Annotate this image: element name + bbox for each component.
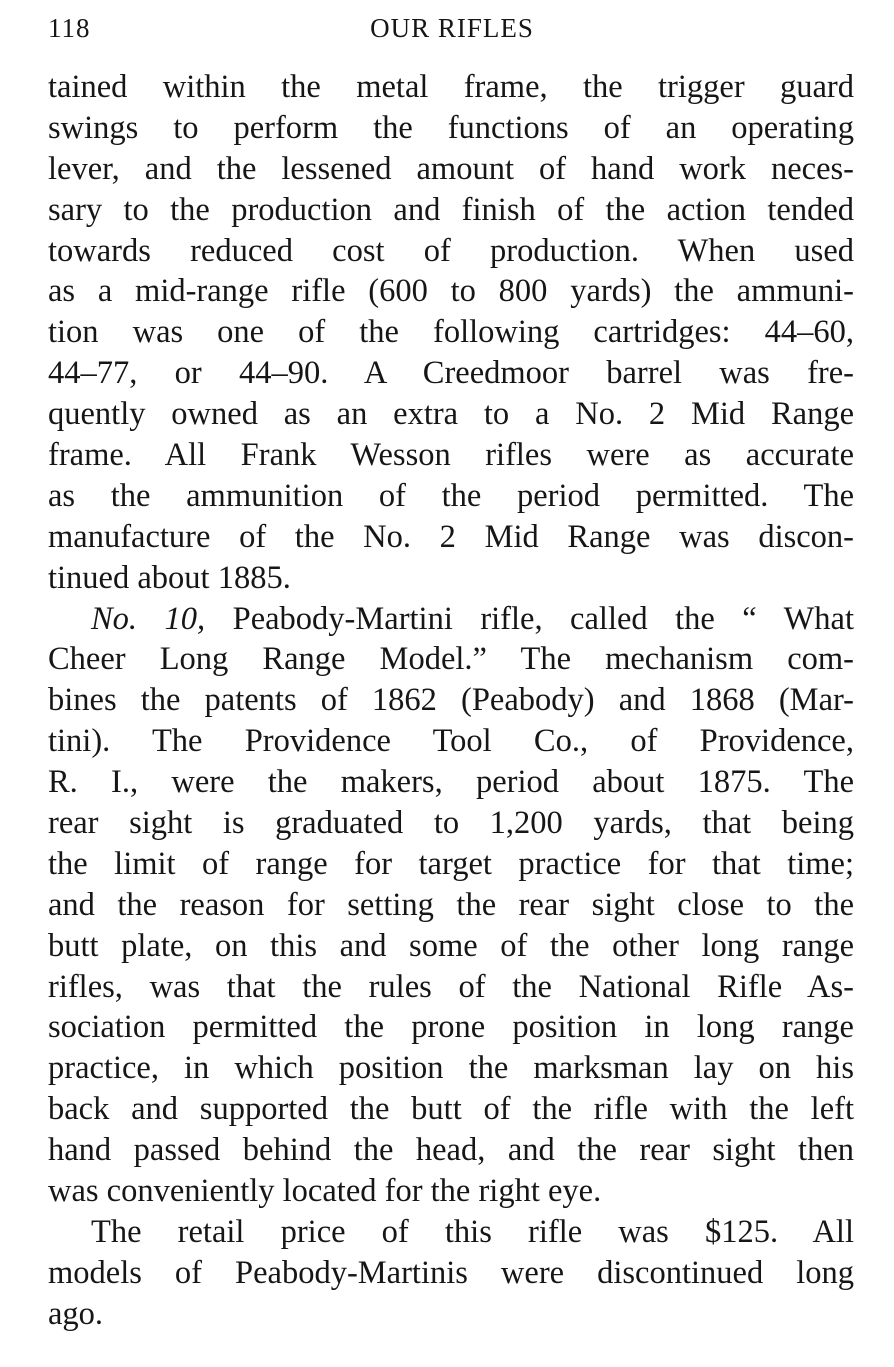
text-line: the limit of range for target practice for that time; [48,845,854,882]
text-line: sociation permitted the prone position in long range [48,1009,854,1046]
text-line: rifles, was that the rules of the National Rifle As- [48,968,854,1005]
text-line: swings to perform the functions of an operating [48,109,854,146]
text-line: The retail price of this rifle was $125. All [91,1213,854,1250]
text-line: as the ammunition of the period permitted. The [48,477,854,514]
text-line: 44–77, or 44–90. A Creedmoor barrel was fre- [48,355,854,392]
text-line: tinued about 1885. [48,559,291,596]
text-line: tained within the metal frame, the trigger guard [48,69,854,105]
text-run: Peabody-Martini rifle, called the “ What [205,600,854,637]
text-line: frame. All Frank Wesson rifles were as accurate [48,437,854,474]
running-head [48,8,856,48]
text-line: as a mid-range rifle (600 to 800 yards) the ammuni- [48,273,854,310]
text-line: R. I., were the makers, period about 1875. The [48,764,854,801]
text-line: rear sight is graduated to 1,200 yards, that being [48,805,854,842]
page-number: 118 [48,13,91,43]
text-line: ago. [48,1295,104,1332]
text-line: back and supported the butt of the rifle with the left [48,1091,854,1128]
text-line: butt plate, on this and some of the other long range [48,927,854,964]
text-line: models of Peabody-Martinis were discontinued long [48,1254,854,1291]
text-line: manufacture of the No. 2 Mid Range was discon- [48,518,854,555]
text-line: bines the patents of 1862 (Peabody) and 1868 (Mar- [48,682,854,719]
text-line: tini). The Providence Tool Co., of Providence, [48,723,854,760]
text-line: practice, in which position the marksman lay on his [48,1050,854,1087]
paragraph-2 [48,599,854,1212]
text-line: hand passed behind the head, and the rear sight then [48,1132,854,1169]
text-line: Cheer Long Range Model.” The mechanism com- [48,641,854,678]
text-line [48,599,854,640]
paragraph-3 [48,1212,854,1335]
text-line: was conveniently located for the right eye. [48,1173,602,1210]
body-text [48,67,854,1335]
text-line: tion was one of the following cartridges: 44–60, [48,314,854,351]
text-line: quently owned as an extra to a No. 2 Mid Range [48,396,854,433]
text-line: and the reason for setting the rear sight close to the [48,886,854,923]
text-line: sary to the production and finish of the action tended [48,191,854,228]
text-line: towards reduced cost of production. When used [48,232,854,269]
paragraph-1 [48,67,854,599]
text-line: lever, and the lessened amount of hand work neces- [48,150,854,187]
model-number: No. 10, [91,600,206,637]
running-title: OUR RIFLES [370,13,534,43]
